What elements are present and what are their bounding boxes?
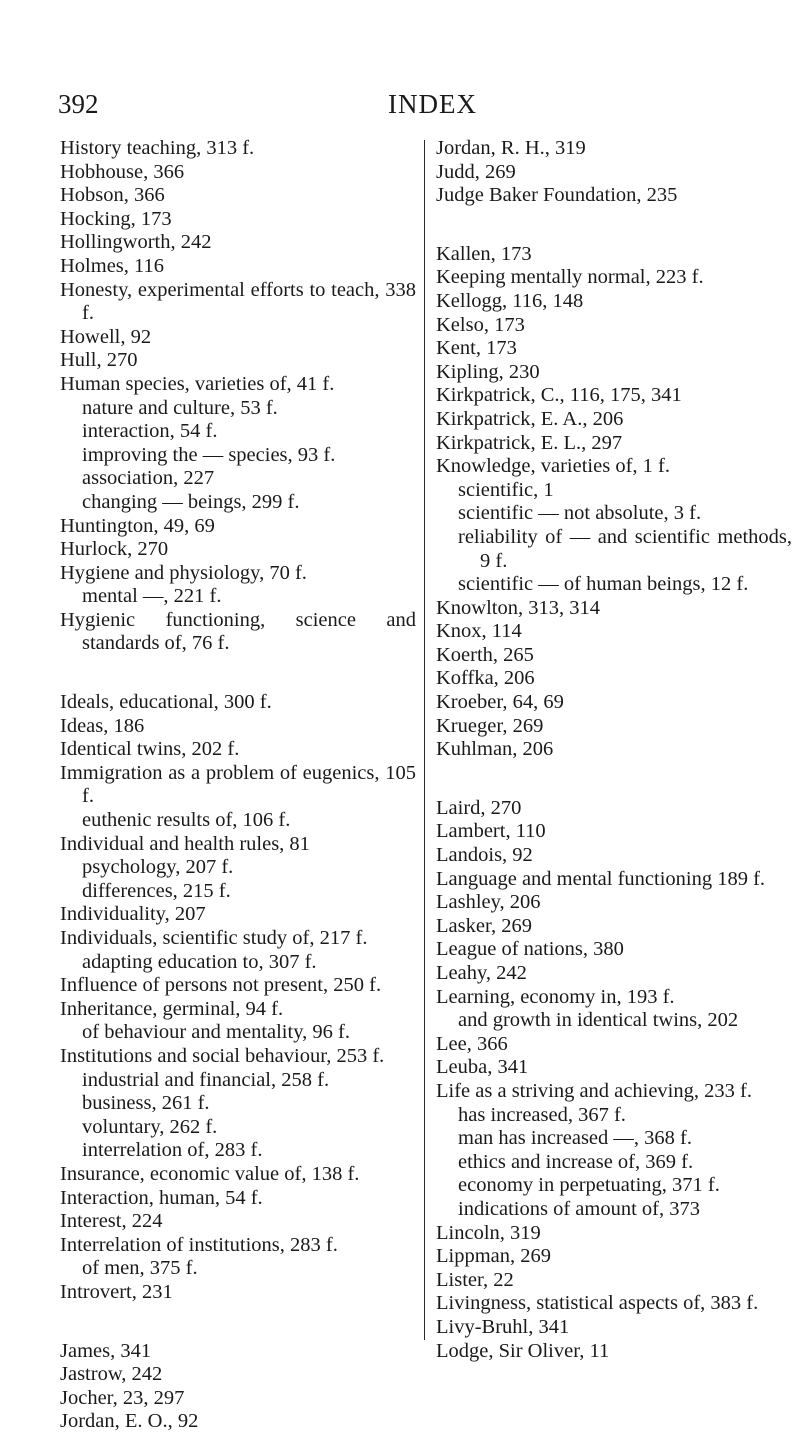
index-entry: Hygienic functioning, science and standards of, 76 f. <box>60 608 416 655</box>
index-column-right <box>436 137 792 1363</box>
index-entry: Livy-Bruhl, 341 <box>436 1315 570 1338</box>
letter-section-gap <box>60 1305 416 1340</box>
index-entry: Kipling, 230 <box>436 360 540 383</box>
index-subentry: association, 227 <box>82 467 215 490</box>
index-entry: Judd, 269 <box>436 160 516 183</box>
index-subentry: psychology, 207 f. <box>82 856 234 879</box>
index-entry: Hollingworth, 242 <box>60 231 212 254</box>
index-subentry: and growth in identical twins, 202 <box>458 1009 739 1032</box>
index-entry: Howell, 92 <box>60 325 152 348</box>
index-entry: Knox, 114 <box>436 620 522 643</box>
index-entry: Koerth, 265 <box>436 643 534 666</box>
index-entry: League of nations, 380 <box>436 938 624 961</box>
index-entry: Kuhlman, 206 <box>436 738 554 761</box>
index-subentry: mental —, 221 f. <box>82 585 222 608</box>
index-subentry: of men, 375 f. <box>82 1257 198 1280</box>
letter-section-gap <box>436 208 792 243</box>
letter-section-gap <box>436 762 792 797</box>
index-entry: Lasker, 269 <box>436 914 532 937</box>
index-entry: Language and mental functioning 189 f. <box>436 867 766 890</box>
index-entry: Lister, 22 <box>436 1268 514 1291</box>
index-entry: Lashley, 206 <box>436 891 541 914</box>
index-entry: Livingness, statistical aspects of, 383 f. <box>436 1292 759 1315</box>
index-subentry: has increased, 367 f. <box>458 1103 626 1126</box>
index-entry: Hygiene and physiology, 70 f. <box>60 561 307 584</box>
index-subentry: industrial and financial, 258 f. <box>82 1068 330 1091</box>
index-subentry: changing — beings, 299 f. <box>82 490 300 513</box>
index-entry: Hull, 270 <box>60 349 138 372</box>
index-entry: Kirkpatrick, E. L., 297 <box>436 431 623 454</box>
page-header <box>58 86 778 122</box>
index-entry: Holmes, 116 <box>60 254 165 277</box>
index-entry: Kroeber, 64, 69 <box>436 691 564 714</box>
index-entry: Leuba, 341 <box>436 1056 529 1079</box>
page-number: 392 <box>58 89 99 119</box>
index-subentry: scientific, 1 <box>458 478 554 501</box>
index-subentry: interrelation of, 283 f. <box>82 1139 263 1162</box>
index-subentry: adapting education to, 307 f. <box>82 950 317 973</box>
index-entry: Jordan, E. O., 92 <box>60 1410 199 1433</box>
running-head: INDEX <box>388 89 477 119</box>
index-entry: Huntington, 49, 69 <box>60 514 215 537</box>
index-subentry: improving the — species, 93 f. <box>82 443 336 466</box>
index-subentry: economy in perpetuating, 371 f. <box>458 1174 720 1197</box>
index-column-left <box>60 137 416 1434</box>
index-entry: Lippman, 269 <box>436 1245 552 1268</box>
index-entry: Laird, 270 <box>436 796 522 819</box>
index-entry: Human species, varieties of, 41 f. <box>60 372 335 395</box>
index-entry: Individuality, 207 <box>60 903 206 926</box>
index-entry: Life as a striving and achieving, 233 f. <box>436 1079 752 1102</box>
index-entry: Identical twins, 202 f. <box>60 738 240 761</box>
index-subentry: scientific — not absolute, 3 f. <box>458 502 702 525</box>
index-entry: James, 341 <box>60 1339 152 1362</box>
index-entry: Kelso, 173 <box>436 313 525 336</box>
index-entry: Institutions and social behaviour, 253 f. <box>60 1044 385 1067</box>
index-entry: Kallen, 173 <box>436 242 532 265</box>
index-entry: Keeping mentally normal, 223 f. <box>436 266 704 289</box>
index-entry: Lee, 366 <box>436 1032 508 1055</box>
index-entry: Interaction, human, 54 f. <box>60 1186 263 1209</box>
index-entry: Introvert, 231 <box>60 1280 173 1303</box>
index-entry: Kellogg, 116, 148 <box>436 289 584 312</box>
index-entry: Insurance, economic value of, 138 f. <box>60 1162 360 1185</box>
index-entry: Knowlton, 313, 314 <box>436 596 600 619</box>
index-entry: Influence of persons not present, 250 f. <box>60 974 382 997</box>
index-entry: Ideals, educational, 300 f. <box>60 691 272 714</box>
index-entry: Hobhouse, 366 <box>60 160 185 183</box>
index-entry: Judge Baker Foundation, 235 <box>436 184 678 207</box>
index-entry: Landois, 92 <box>436 844 533 867</box>
index-entry: Hurlock, 270 <box>60 538 169 561</box>
index-entry: Ideas, 186 <box>60 714 145 737</box>
index-entry: History teaching, 313 f. <box>60 137 255 159</box>
index-subentry: scientific — of human beings, 12 f. <box>458 573 749 596</box>
index-entry: Immigration as a problem of eugenics, 105 f. <box>60 761 416 808</box>
index-subentry: reliability of — and scientific methods, 9 f. <box>458 525 792 572</box>
index-entry: Jastrow, 242 <box>60 1363 163 1386</box>
letter-section-gap <box>60 656 416 691</box>
index-subentry: euthenic results of, 106 f. <box>82 809 291 832</box>
index-entry: Koffka, 206 <box>436 667 535 690</box>
index-subentry: man has increased —, 368 f. <box>458 1127 692 1150</box>
index-entry: Learning, economy in, 193 f. <box>436 985 675 1008</box>
index-subentry: indications of amount of, 373 <box>458 1197 700 1220</box>
index-entry: Kirkpatrick, C., 116, 175, 341 <box>436 384 682 407</box>
index-subentry: differences, 215 f. <box>82 879 231 902</box>
index-entry: Inheritance, germinal, 94 f. <box>60 997 284 1020</box>
index-entry: Lincoln, 319 <box>436 1221 541 1244</box>
index-entry: Jocher, 23, 297 <box>60 1386 185 1409</box>
index-entry: Jordan, R. H., 319 <box>436 137 586 159</box>
index-entry: Knowledge, varieties of, 1 f. <box>436 455 670 478</box>
index-subentry: business, 261 f. <box>82 1092 210 1115</box>
index-entry: Krueger, 269 <box>436 714 544 737</box>
index-subentry: ethics and increase of, 369 f. <box>458 1150 694 1173</box>
index-entry: Honesty, experimental efforts to teach, 338 f. <box>60 278 416 325</box>
index-entry: Kirkpatrick, E. A., 206 <box>436 407 624 430</box>
index-subentry: interaction, 54 f. <box>82 420 218 443</box>
index-entry: Leahy, 242 <box>436 962 527 984</box>
index-entry: Hobson, 366 <box>60 184 165 207</box>
index-entry: Lodge, Sir Oliver, 11 <box>436 1339 610 1362</box>
index-entry: Individuals, scientific study of, 217 f. <box>60 927 368 949</box>
index-entry: Lambert, 110 <box>436 820 546 843</box>
index-entry: Hocking, 173 <box>60 207 172 230</box>
index-entry: Interest, 224 <box>60 1210 163 1233</box>
index-subentry: voluntary, 262 f. <box>82 1115 218 1138</box>
index-entry: Interrelation of institutions, 283 f. <box>60 1233 338 1256</box>
index-subentry: of behaviour and mentality, 96 f. <box>82 1021 350 1044</box>
index-entry: Kent, 173 <box>436 337 517 360</box>
index-entry: Individual and health rules, 81 <box>60 832 310 855</box>
column-divider <box>424 140 425 1340</box>
index-subentry: nature and culture, 53 f. <box>82 396 278 419</box>
